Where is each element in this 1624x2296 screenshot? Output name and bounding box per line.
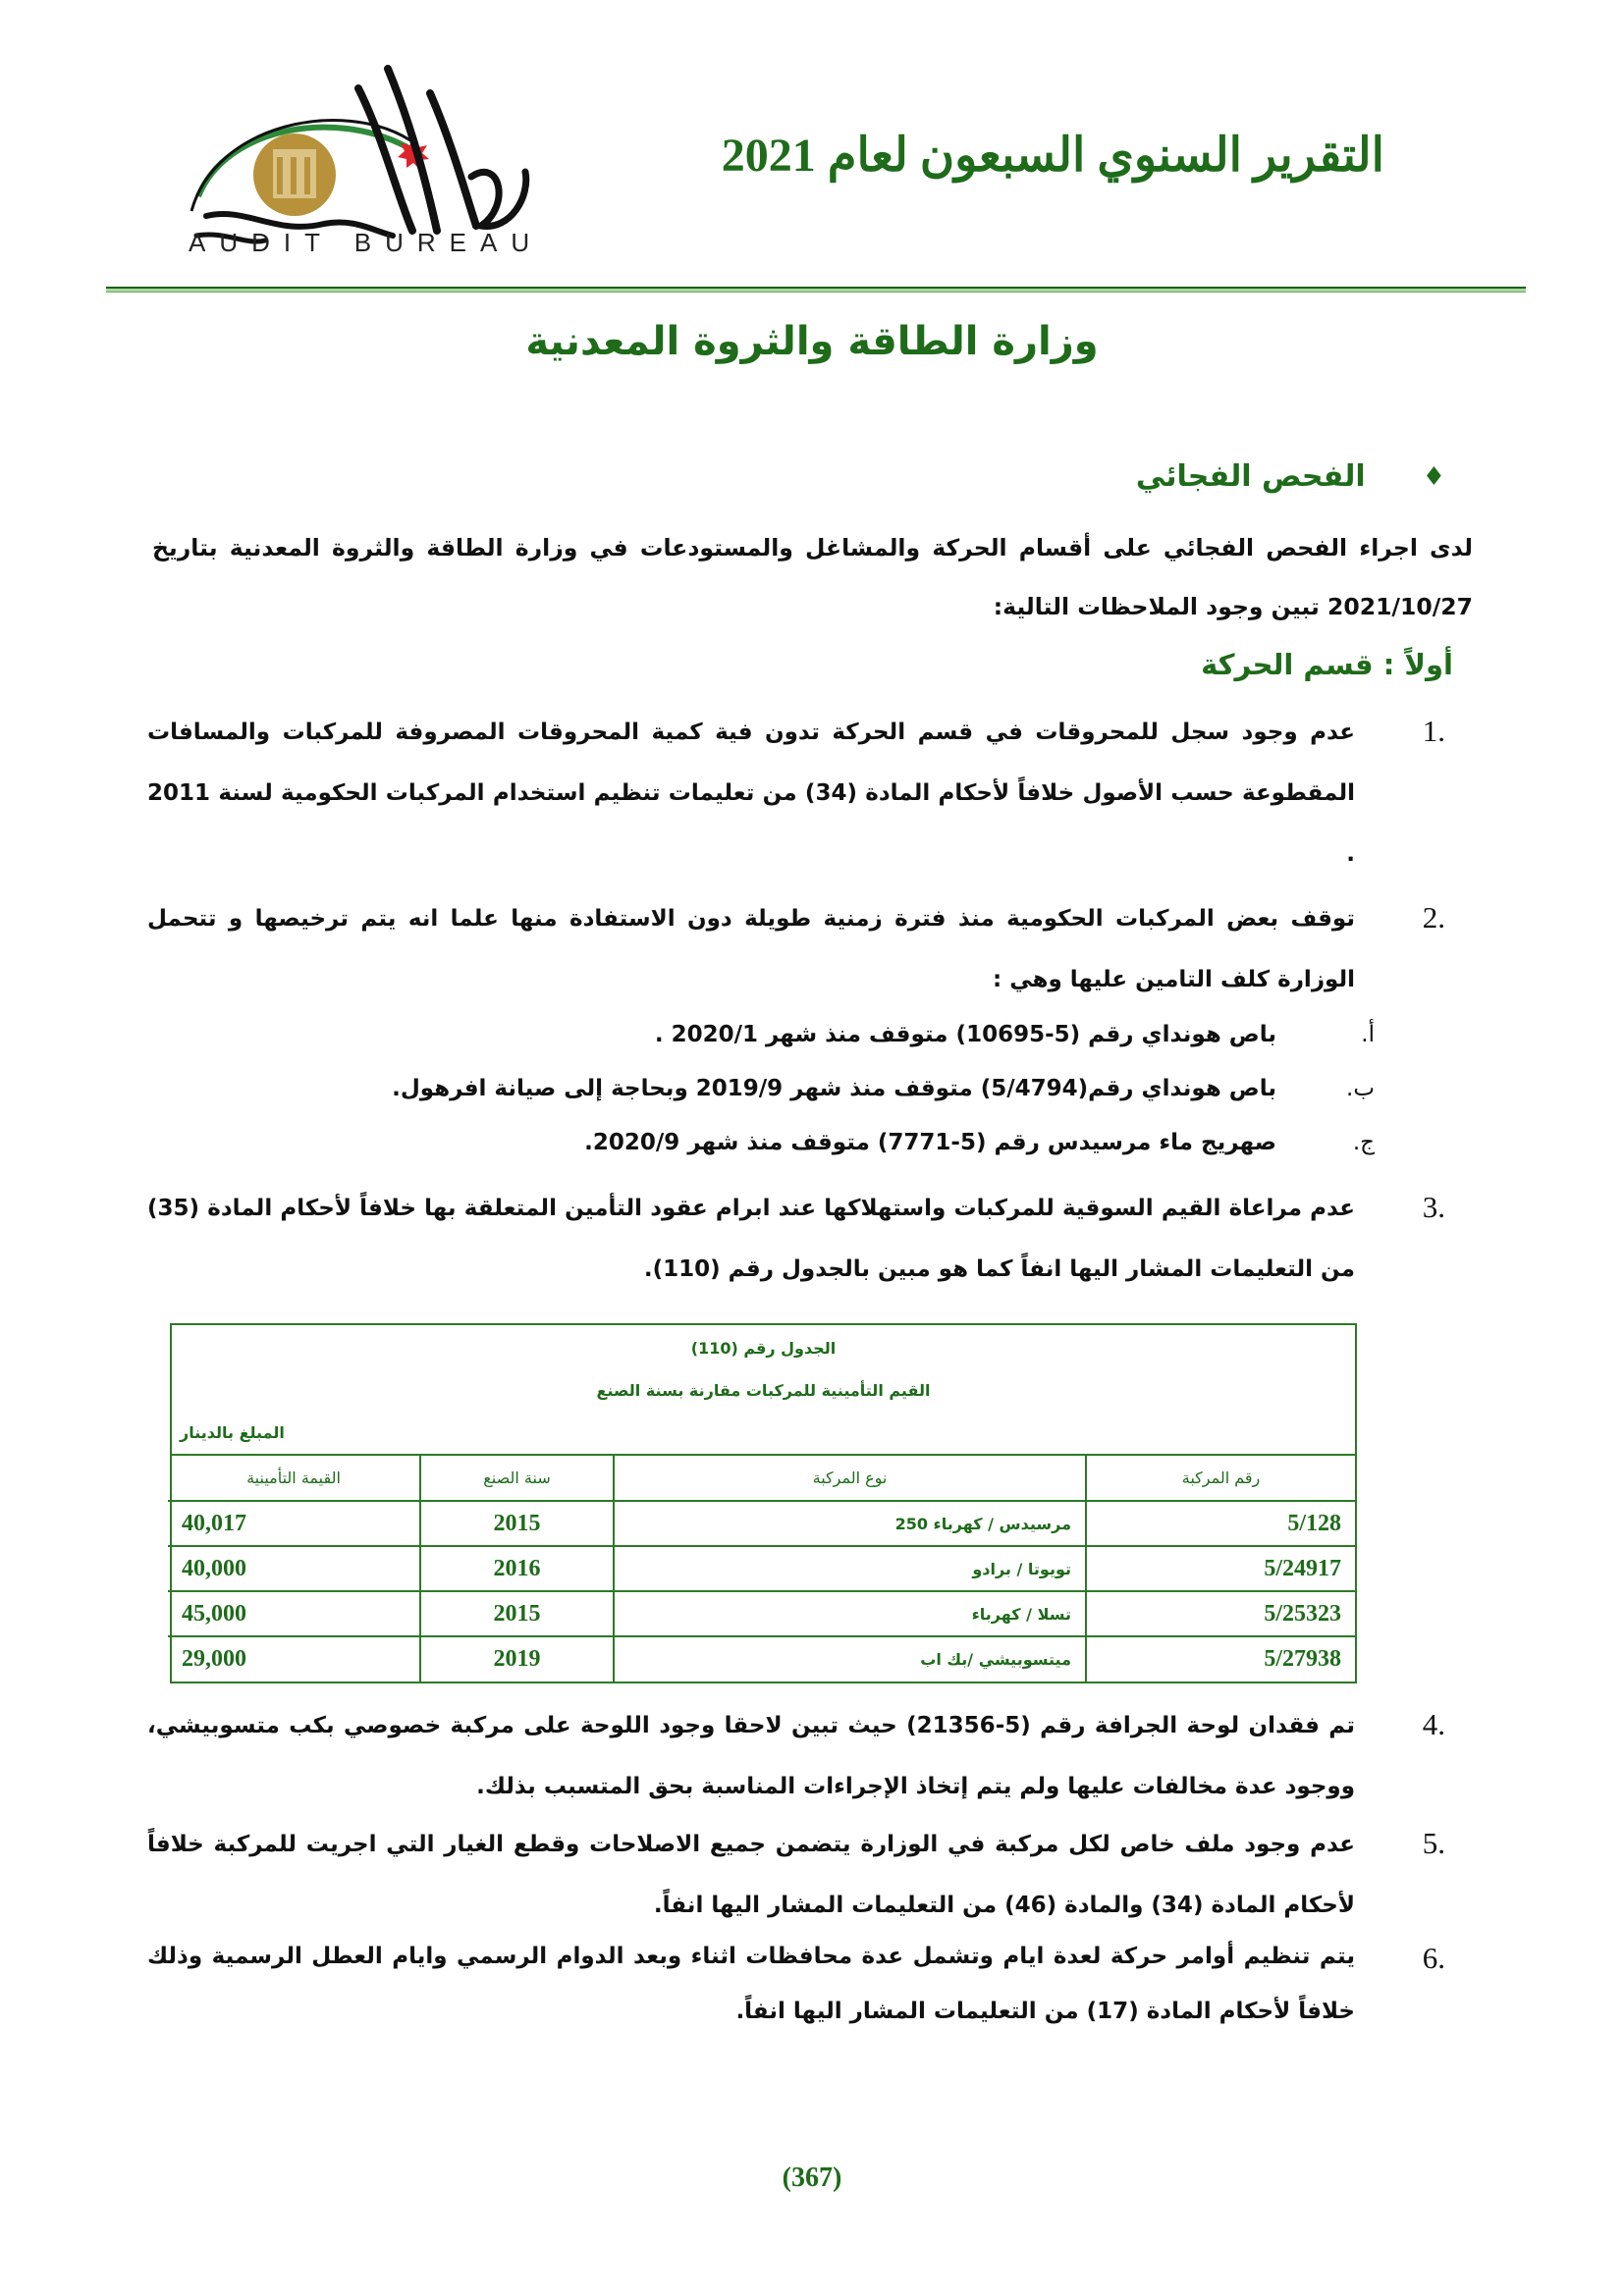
- table-row: [168, 1501, 1355, 1546]
- column-header-type: نوع المركبة: [614, 1456, 1086, 1501]
- table-row: [168, 1591, 1355, 1636]
- cell-value: 40,000: [168, 1546, 420, 1591]
- sub-list-marker: ب.: [1346, 1076, 1375, 1101]
- cell-plate: 5/128: [1086, 1501, 1355, 1546]
- section-title: الفحص الفجائي: [1135, 459, 1366, 494]
- page-title: وزارة الطاقة والثروة المعدنية: [525, 319, 1099, 364]
- page-header: [0, 0, 1624, 294]
- list-marker: 5.: [1422, 1826, 1445, 1860]
- diamond-bullet-icon: ♦: [1422, 461, 1445, 492]
- column-header-value: القيمة التأمينية: [168, 1456, 420, 1501]
- cell-year: 2015: [420, 1591, 614, 1636]
- table-caption: [172, 1325, 1355, 1456]
- list-marker: 6.: [1422, 1941, 1445, 1975]
- table-header-row: [168, 1456, 1355, 1501]
- sub-list-marker: أ.: [1361, 1022, 1375, 1047]
- sub-list-item-text: صهريج ماء مرسيدس رقم (5-7771) متوقف منذ شهر 2020/9.: [584, 1130, 1276, 1155]
- table-row: [168, 1636, 1355, 1682]
- logo-caption: AUDIT BUREAU: [189, 228, 544, 257]
- column-header-plate: رقم المركبة: [1086, 1456, 1355, 1501]
- column-header-year: سنة الصنع: [420, 1456, 614, 1501]
- sub-list-marker: ج.: [1352, 1130, 1375, 1155]
- cell-year: 2019: [420, 1636, 614, 1682]
- cell-type: تويوتا / برادو: [614, 1546, 1086, 1591]
- insurance-values-table: [170, 1323, 1357, 1683]
- table-title: القيم التأمينية للمركبات مقارنة بسنة الصنع: [596, 1381, 931, 1400]
- cell-type: تسلا / كهرباء: [614, 1591, 1086, 1636]
- logo-calligraphy-icon: [187, 34, 555, 260]
- cell-year: 2015: [420, 1501, 614, 1546]
- sub-list-item-text: باص هونداي رقم(5/4794) متوقف منذ شهر 2019/9 وبحاجة إلى صيانة افرهول.: [392, 1076, 1276, 1101]
- cell-value: 29,000: [182, 1646, 246, 1672]
- cell-plate: 5/25323: [1086, 1591, 1355, 1636]
- cell-type: مرسيدس / كهرباء 250: [614, 1501, 1086, 1546]
- list-item-text: عدم وجود ملف خاص لكل مركبة في الوزارة يتضمن جميع الاصلاحات وقطع الغيار التي اجريت للمركبة خلافاً لأحكام المادة (34) والمادة (46) من التعليمات المشار اليها انفاً.: [147, 1832, 1355, 1918]
- sub-list-item: [147, 1009, 1473, 1060]
- list-item-text: يتم تنظيم أوامر حركة لعدة ايام وتشمل عدة محافظات اثناء وبعد الدوام الرسمي وايام العطل الرسمية وذلك خلافاً لأحكام المادة (17) من التعليمات المشار اليها انفاً.: [147, 1944, 1355, 2024]
- cell-plate: 5/27938: [1086, 1636, 1355, 1682]
- cell-plate: 5/24917: [1086, 1546, 1355, 1591]
- table-grid: [168, 1456, 1355, 1682]
- list-item-text: عدم مراعاة القيم السوقية للمركبات واستهلاكها عند ابرام عقود التأمين المتعلقة بها خلافاً لأحكام المادة (35) من التعليمات المشار اليها انفاً كما هو مبين بالجدول رقم (110).: [147, 1196, 1355, 1282]
- table-unit-label: المبلغ بالدينار: [180, 1423, 285, 1442]
- list-item-text: تم فقدان لوحة الجرافة رقم (5-21356) حيث تبين لاحقا وجود اللوحة على مركبة خصوصي بكب متسوبيشي، ووجود عدة مخالفات عليها ولم يتم إتخاذ الإجراءات المناسبة بحق المتسبب بذلك.: [147, 1713, 1355, 1799]
- sub-list-item-text: باص هونداي رقم (5-10695) متوقف منذ شهر 2020/1 .: [654, 1022, 1276, 1047]
- list-marker: 4.: [1422, 1707, 1445, 1741]
- list-marker: 1.: [1422, 714, 1445, 748]
- table-number: الجدول رقم (110): [690, 1339, 837, 1358]
- list-item-text: عدم وجود سجل للمحروقات في قسم الحركة تدون فية كمية المحروقات المصروفة للمركبات والمسافات المقطوعة حسب الأصول خلافاً لأحكام المادة (34) من تعليمات تنظيم استخدام المركبات الحكومية لسنة 2011 .: [147, 720, 1355, 867]
- cell-value: 45,000: [168, 1591, 420, 1636]
- cell-type: ميتسوبيشي /بك اب: [614, 1636, 1086, 1682]
- header-divider: [106, 287, 1526, 293]
- cell-value: 40,017: [168, 1501, 420, 1546]
- cell-year: 2016: [420, 1546, 614, 1591]
- sub-list-item: [147, 1063, 1473, 1114]
- section-heading: [1136, 459, 1445, 494]
- list-item-text: توقف بعض المركبات الحكومية منذ فترة زمنية طويلة دون الاستفادة منها علما انه يتم ترخيصها و تتحمل الوزارة كلف التامين عليها وهي :: [147, 906, 1355, 992]
- section-intro: لدى اجراء الفحص الفجائي على أقسام الحركة والمشاغل والمستودعات في وزارة الطاقة والثروة المعدنية بتاريخ 2021/10/27 تبين وجود الملاحظات التالية:: [152, 534, 1473, 620]
- page-number: (367): [782, 2163, 842, 2193]
- audit-bureau-logo: [187, 34, 555, 260]
- table-row: [168, 1546, 1355, 1591]
- subsection-heading: أولاً : قسم الحركة: [1201, 648, 1453, 681]
- sub-list-item: [147, 1117, 1473, 1168]
- list-marker: 2.: [1422, 900, 1445, 934]
- report-title: التقرير السنوي السبعون لعام 2021: [721, 130, 1384, 182]
- list-marker: 3.: [1422, 1190, 1445, 1224]
